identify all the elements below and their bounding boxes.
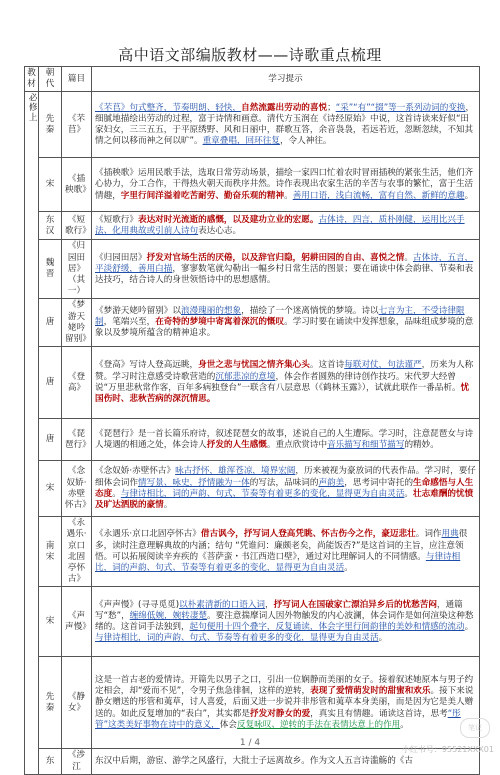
- body-text: 。: [284, 190, 293, 201]
- body-text: 。词作: [415, 529, 442, 540]
- highlight-text: 古体诗，四言，质朴刚健，运用比兴手法、化用典故或引前人诗句: [95, 214, 465, 236]
- body-text: ；: [327, 102, 336, 113]
- dynasty-cell: 南宋: [39, 517, 62, 587]
- body-text: 《琵琶行》是一首长篇乐府诗，叙述琵琶女的故事，述说自己的人生遭际。学习时，注意琵琶女与诗人境遇的相通之处，体会诗人: [95, 428, 474, 450]
- table-row: [25, 657, 480, 749]
- dynasty-cell: 东: [39, 749, 62, 774]
- poetry-table: [24, 66, 480, 775]
- header-piece: 篇目: [62, 67, 92, 92]
- body-text: 。: [404, 488, 414, 499]
- table-row: [25, 212, 480, 240]
- key-point-text: 生命感悟与人生态度: [95, 477, 474, 499]
- table-row: [25, 587, 480, 657]
- page-title: 高中语文部编版教材——诗歌重点梳理: [118, 46, 382, 64]
- body-text: 表达心志。: [198, 225, 242, 236]
- body-text: 。学习时要在诵读中发挥想象，品味组成梦境的意象以及梦境所蕴含的精神追求。: [95, 317, 474, 339]
- tips-cell: [92, 299, 480, 347]
- piece-cell: 《归园田居》（其一）: [62, 240, 92, 299]
- body-text: 《梦游天姥吟留别》以: [95, 306, 181, 317]
- highlight-text: 重章叠唱，回环往复: [202, 136, 280, 147]
- highlight-text: 咏古抒怀，雄浑苍凉，境界宏阔: [175, 466, 296, 477]
- body-text: ，描绘了一个迷离惝恍的梦境。诗以: [241, 306, 379, 317]
- body-text: 。: [464, 621, 474, 632]
- highlight-text: 古体诗，五言，平淡舒缓，善用白描: [95, 252, 474, 274]
- body-text: 。接下来说静女赠送的彤管和荑草，讨人喜爱，后面又进一步说并非彤管和荑草本身美丽，而是因为它是美人赠送的。如此反复增加的“表白”，其实都是: [95, 686, 474, 719]
- highlight-text: 缠绵低婉，婉转凄楚: [129, 610, 208, 621]
- highlight-text: 沉郁悲凉的意境: [215, 371, 276, 382]
- piece-cell: 《声声慢》: [62, 587, 92, 657]
- key-point-text: 抒发对官场生活的厌倦，以及辞官归隐，躬耕田园的自由、喜悦之情: [146, 252, 405, 263]
- body-text: 。: [464, 190, 474, 201]
- dynasty-cell: 魏晋: [39, 240, 62, 299]
- table-row: [25, 158, 480, 212]
- highlight-text: 以朴素清新的口语入词: [179, 599, 266, 610]
- body-text: 。: [400, 719, 409, 730]
- body-text: 这是一首古老的爱情诗。开篇先以男子之口，引出一位娴静而美丽的女子。接着叙述她原本与男子约定相会，却“爱而不见”，令男子焦急徘徊，这样的逆转，: [95, 674, 474, 697]
- key-point-text: 忧国伤时、悲秋苦病的深沉情思。: [95, 382, 470, 404]
- piece-cell: 《琵琶行》: [62, 419, 92, 461]
- body-text: 。: [404, 252, 414, 263]
- body-text: 《永遇乐·京口北固亭怀古》: [95, 529, 201, 540]
- highlight-text: “采”“有”“掇”等一系列动词的变换: [335, 102, 466, 113]
- body-text: 《声声慢》(寻寻觅觅): [95, 599, 180, 610]
- highlight-text: 与律诗相比，词的声韵、句式、节奏等有着更多的变化，显得更为自由灵活: [95, 633, 379, 644]
- body-text: 。要注意揣摩词人因外物触发的内心波澜，体会词作是如何渲染这种愁绪的。这首词手法独到，: [95, 610, 474, 632]
- body-text: ，历来被视为豪放词的代表作品。学习时，要仔细体会词作: [95, 466, 476, 488]
- body-text: ，令人神往。: [279, 136, 332, 147]
- piece-cell: 《涉江: [62, 749, 92, 774]
- dynasty-cell: 东汉: [39, 212, 62, 240]
- tips-cell: [92, 212, 480, 240]
- highlight-text: 与律诗相比，词的声韵、句式、节奏等有着更多的变化，显得更为自由灵活: [120, 488, 405, 499]
- piece-cell: 《念奴娇·赤壁怀古》: [62, 461, 92, 517]
- dynasty-cell: 宋: [39, 587, 62, 657]
- body-text: 。: [378, 633, 388, 644]
- body-text: 。: [344, 563, 353, 574]
- note-badge: 笔记: [460, 718, 490, 738]
- highlight-text: 《芣苢》: [95, 102, 130, 113]
- table-header-row: [25, 67, 480, 92]
- piece-cell: 《梦游天姥吟留别》: [62, 299, 92, 347]
- highlight-text: 反复咏叹、逆转的手法在表情达意上的作用: [236, 719, 401, 730]
- header-tips: 学习提示: [92, 67, 480, 92]
- table-row: [25, 517, 480, 587]
- highlight-text: 与律诗相比，词的声韵、句式、节奏等有着更多的变化，显得更为自由灵活: [95, 551, 461, 574]
- table-row: [25, 92, 480, 158]
- table-row: [25, 347, 480, 419]
- tips-cell: [92, 240, 480, 299]
- dynasty-cell: 先秦: [39, 92, 62, 158]
- piece-cell: 《永遇乐·京口北固亭怀古》: [62, 517, 92, 587]
- body-text: ，历来为人称赞。学习时注意感受诗歌营造的: [95, 360, 474, 382]
- key-point-text: 抒发的人生感慨: [206, 439, 267, 450]
- dynasty-cell: 先秦: [39, 657, 62, 749]
- table-row: [25, 419, 480, 461]
- body-text: ，细腻地描绘出劳动的过程，富于诗情和画意。清代方玉润在《诗经原始》中说，这首诗读来好似“田家妇女，三三五五，于平原绣野、风和日丽中，群歌互答，余音袅袅，若远若近，忽断忽续，不知其情之何以移而神之何以旷”。: [95, 102, 475, 147]
- table-row: [25, 240, 480, 299]
- body-text: 。重点欣赏诗中: [266, 439, 328, 450]
- body-text: 《插秧歌》运用民歌手法，选取日常劳动场景，描绘一家四口忙着农时冒雨插秧的紧张生活，他们齐心协力，分工合作，干得热火朝天而秩序井然。诗作表现出农家生活的辛苦与农事的繁忙，富于生活情趣，: [95, 168, 474, 201]
- table-row: [25, 299, 480, 347]
- body-text: 的精妙。: [404, 439, 439, 450]
- tips-cell: [92, 461, 480, 517]
- tips-cell: [92, 419, 480, 461]
- highlight-text: 浪漫瑰丽的想象: [180, 306, 242, 317]
- dynasty-cell: 宋: [39, 158, 62, 212]
- textbook-label: 必修上: [27, 93, 38, 123]
- body-text: 《短歌行》: [95, 214, 138, 225]
- body-text: ，真实且有情趣。诵读这首诗，思考: [310, 708, 448, 719]
- piece-cell: 《插秧歌》: [62, 158, 92, 212]
- key-point-text: 身世之悲与忧国之情齐集心头: [198, 360, 310, 371]
- piece-cell: 《静女》: [62, 657, 92, 749]
- tips-cell: [92, 587, 480, 657]
- header-dynasty: 朝代: [39, 67, 62, 92]
- highlight-text: 用典: [441, 529, 459, 540]
- body-text: ，体会作者圆熟的律诗创作技巧。宋代罗大经曾说“万里悲秋常作客，百年多病独登台”一联含有八层意思（《鹤林玉露》），试就此联作一番品析。: [95, 371, 461, 393]
- watermark: 小红书号：95521XXX01: [401, 745, 494, 754]
- dynasty-cell: 唐: [39, 299, 62, 347]
- header-textbook: 教材: [25, 67, 39, 92]
- body-text: 《念奴娇·赤壁怀古》: [95, 466, 176, 477]
- table-body: [25, 92, 480, 774]
- key-point-text: 表现了爱情萌发时的甜蜜和欢乐: [310, 686, 431, 697]
- dynasty-cell: 唐: [39, 347, 62, 419]
- body-text: ，寥寥数笔就勾勒出一幅乡村日常生活的图景；要在诵读中体会韵律、节奏和表达技巧，结合诗人的身世领悟诗中的思想感情。: [95, 263, 474, 286]
- dynasty-cell: 宋: [39, 461, 62, 517]
- body-text: 《归园田居》: [95, 252, 147, 263]
- body-text: 。这首诗: [309, 360, 345, 371]
- piece-cell: 《短歌行》: [62, 212, 92, 240]
- highlight-text: 句式整齐，节奏明朗、轻快，: [129, 102, 242, 113]
- piece-cell: 《登高》: [62, 347, 92, 419]
- tips-cell: [92, 92, 480, 158]
- key-point-text: 抒发对静女的爱: [250, 708, 311, 719]
- highlight-text: 每联对仗，句法谨严: [344, 360, 422, 371]
- highlight-text: 情写景、咏史，抒情融为一体: [137, 477, 250, 488]
- tips-cell: [92, 158, 480, 212]
- tips-cell: [92, 347, 480, 419]
- key-point-text: 在奇特的梦境中寄寓着深沉的慨叹: [155, 317, 285, 328]
- body-text: ，通篇写“愁”，: [95, 599, 463, 621]
- highlight-text: “彤管”这类美好事物在诗中的意义，: [95, 708, 461, 730]
- highlight-text: 善用口语，浅白流畅，富有自然、新鲜的意趣: [292, 190, 465, 201]
- body-text: 。: [163, 499, 173, 510]
- table-row: [25, 461, 480, 517]
- key-point-text: 表达对时光流逝的感慨，以及建功立业的宏愿。: [137, 214, 319, 225]
- body-text: 体会: [219, 719, 237, 730]
- highlight-text: 音乐描写和细节描写: [327, 439, 405, 450]
- highlight-text: 七言为主，不受诗律限制: [95, 306, 465, 328]
- key-point-text: 借古讽今，抒写词人登高凭眺、怀古伤今之作，豪迈悲壮: [200, 529, 416, 540]
- highlight-text: 起句便用十四个叠字，反复诵读，体会字里行间韵律的美妙和情感的流动: [189, 621, 465, 632]
- highlight-text: 声韵美: [318, 477, 345, 488]
- body-text: 。: [112, 488, 121, 499]
- body-text: 《登高》写诗人登高远眺，: [95, 360, 199, 371]
- textbook-cell: [25, 92, 39, 774]
- key-point-text: 自然流露出劳动的喜悦: [241, 102, 328, 113]
- tips-cell: [92, 657, 480, 749]
- key-point-text: 壮志难酬的忧愤及旷达洒脱的豪情: [95, 488, 474, 510]
- body-text: 东汉中后期，游宦、游学之风盛行，大批士子远离故乡。作为文人五言诗滥觞的《古: [95, 756, 413, 767]
- dynasty-cell: 唐: [39, 419, 62, 461]
- tips-cell: [92, 517, 480, 587]
- piece-cell: 《芣苢》: [62, 92, 92, 158]
- body-text: 很多，读时注意理解典故的内涵；结句 “凭谁问：廉颇老矣，尚能饭否?”是这首词的主旨，应注意领悟。可以拓展阅读辛弃疾的《菩萨蛮・书江西造口壁》，通过对比理解词人的不同情感。: [95, 529, 468, 562]
- body-text: ，笔端兴至，: [103, 317, 156, 328]
- key-point-text: 字里行间洋溢着吃苦耐劳、勤奋乐观的精神: [120, 190, 285, 201]
- body-text: 的写法，品味词的: [249, 477, 319, 488]
- page-number: 1 / 4: [239, 738, 261, 748]
- key-point-text: 抒写词人在国破家亡漂泊异乡后的忧愁苦闷: [273, 599, 437, 610]
- body-text: ，: [265, 599, 274, 610]
- body-text: ，思考词中寄托的: [344, 477, 414, 488]
